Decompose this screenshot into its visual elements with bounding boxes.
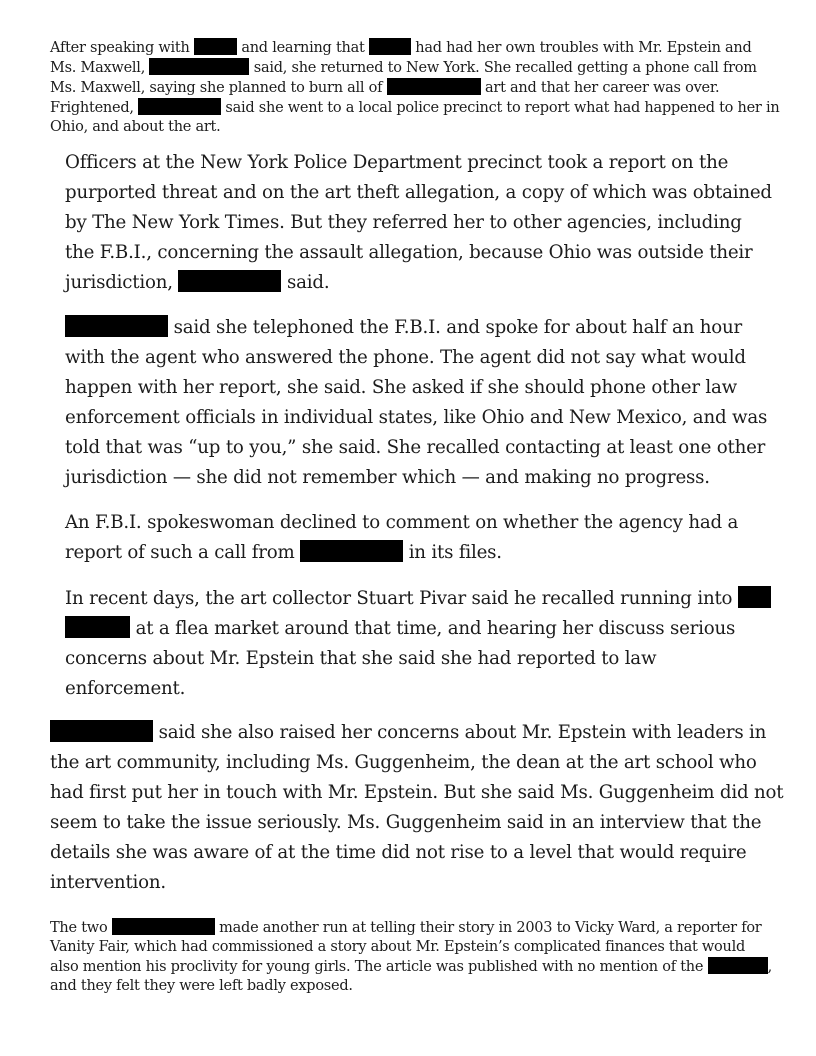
text-line: [50, 718, 783, 748]
text-line: [65, 343, 767, 373]
text-span: An F.B.I. spokeswoman declined to comment on whether the agency had a: [65, 512, 739, 533]
text-line: [50, 98, 779, 118]
text-line: [65, 208, 772, 238]
text-line: [50, 868, 783, 898]
text-span: enforcement.: [65, 678, 186, 699]
text-line: [65, 373, 767, 403]
text-span: had had her own troubles with Mr. Epstein and: [410, 40, 752, 56]
text-line: [50, 748, 783, 778]
text-span: also mention his proclivity for young girls. The article was published with no mention of the: [50, 959, 708, 975]
text-line: [50, 58, 779, 78]
text-span: with the agent who answered the phone. The agent did not say what would: [65, 347, 746, 368]
redaction-box: [112, 918, 215, 935]
text-line: [65, 433, 767, 463]
text-span: happen with her report, she said. She asked if she should phone other law: [65, 377, 738, 398]
text-line: [50, 118, 779, 137]
redaction-box: [178, 270, 281, 292]
text-line: [50, 838, 783, 868]
text-span: Ohio, and about the art.: [50, 119, 221, 135]
text-line: [50, 977, 772, 996]
redaction-box: [300, 540, 403, 562]
paragraph-3: [65, 313, 767, 493]
redaction-box: [708, 957, 768, 974]
text-span: intervention.: [50, 872, 167, 893]
text-line: [65, 508, 738, 538]
text-span: Vanity Fair, which had commissioned a story about Mr. Epstein’s complicated finances that would: [50, 939, 746, 955]
text-span: enforcement officials in individual states, like Ohio and New Mexico, and was: [65, 407, 768, 428]
paragraph-6: [50, 718, 783, 898]
redaction-box: [387, 78, 481, 95]
text-span: concerns about Mr. Epstein that she said she had reported to law: [65, 648, 657, 669]
text-span: seem to take the issue seriously. Ms. Guggenheim said in an interview that the: [50, 812, 762, 833]
text-span: Frightened,: [50, 100, 139, 116]
paragraph-4: [65, 508, 738, 568]
text-span: said.: [281, 272, 330, 293]
text-line: [65, 403, 767, 433]
text-span: ,: [767, 959, 772, 975]
text-span: In recent days, the art collector Stuart Pivar said he recalled running into: [65, 588, 738, 609]
text-span: in its files.: [403, 542, 502, 563]
text-span: art and that her career was over.: [480, 80, 720, 96]
text-span: report of such a call from: [65, 542, 301, 563]
text-span: made another run at telling their story in 2003 to Vicky Ward, a reporter for: [214, 920, 762, 936]
text-line: [65, 148, 772, 178]
redaction-box: [65, 616, 130, 638]
paragraph-5: [65, 584, 771, 704]
redaction-box: [138, 98, 221, 115]
text-line: [65, 644, 771, 674]
text-span: and they felt they were left badly exposed.: [50, 978, 353, 994]
text-line: [50, 918, 772, 938]
redaction-box: [65, 315, 168, 337]
redaction-box: [194, 38, 237, 55]
text-line: [65, 584, 771, 614]
redaction-box: [738, 586, 771, 608]
text-span: and learning that: [236, 40, 369, 56]
text-span: jurisdiction,: [65, 272, 179, 293]
redaction-box: [369, 38, 411, 55]
text-line: [65, 538, 738, 568]
text-line: [65, 674, 771, 704]
text-span: had first put her in touch with Mr. Epstein. But she said Ms. Guggenheim did not: [50, 782, 784, 803]
text-line: [65, 463, 767, 493]
text-line: [65, 238, 772, 268]
text-line: [50, 938, 772, 957]
text-span: The two: [50, 920, 112, 936]
redaction-box: [50, 720, 153, 742]
text-span: at a flea market around that time, and hearing her discuss serious: [130, 618, 736, 639]
text-span: After speaking with: [50, 40, 194, 56]
text-span: said she went to a local police precinct to report what had happened to her in: [221, 100, 780, 116]
text-span: said she also raised her concerns about Mr. Epstein with leaders in: [153, 722, 767, 743]
text-span: Ms. Maxwell,: [50, 60, 150, 76]
text-span: the art community, including Ms. Guggenheim, the dean at the art school who: [50, 752, 757, 773]
text-line: [65, 614, 771, 644]
text-span: told that was “up to you,” she said. She recalled contacting at least one other: [65, 437, 766, 458]
text-span: the F.B.I., concerning the assault allegation, because Ohio was outside their: [65, 242, 753, 263]
text-span: purported threat and on the art theft allegation, a copy of which was obtained: [65, 182, 772, 203]
text-line: [50, 78, 779, 98]
text-span: details she was aware of at the time did not rise to a level that would require: [50, 842, 747, 863]
paragraph-2: [65, 148, 772, 298]
text-line: [50, 808, 783, 838]
text-line: [65, 313, 767, 343]
text-line: [65, 268, 772, 298]
paragraph-7: [50, 918, 772, 996]
text-span: Ms. Maxwell, saying she planned to burn all of: [50, 80, 387, 96]
text-span: Officers at the New York Police Department precinct took a report on the: [65, 152, 729, 173]
text-line: [50, 778, 783, 808]
text-span: said, she returned to New York. She recalled getting a phone call from: [249, 60, 757, 76]
text-line: [50, 38, 779, 58]
redaction-box: [149, 58, 249, 75]
paragraph-1: [50, 38, 779, 137]
text-line: [65, 178, 772, 208]
text-span: said she telephoned the F.B.I. and spoke for about half an hour: [168, 317, 743, 338]
text-span: jurisdiction — she did not remember which — and making no progress.: [65, 467, 710, 488]
text-line: [50, 957, 772, 977]
text-span: by The New York Times. But they referred her to other agencies, including: [65, 212, 742, 233]
